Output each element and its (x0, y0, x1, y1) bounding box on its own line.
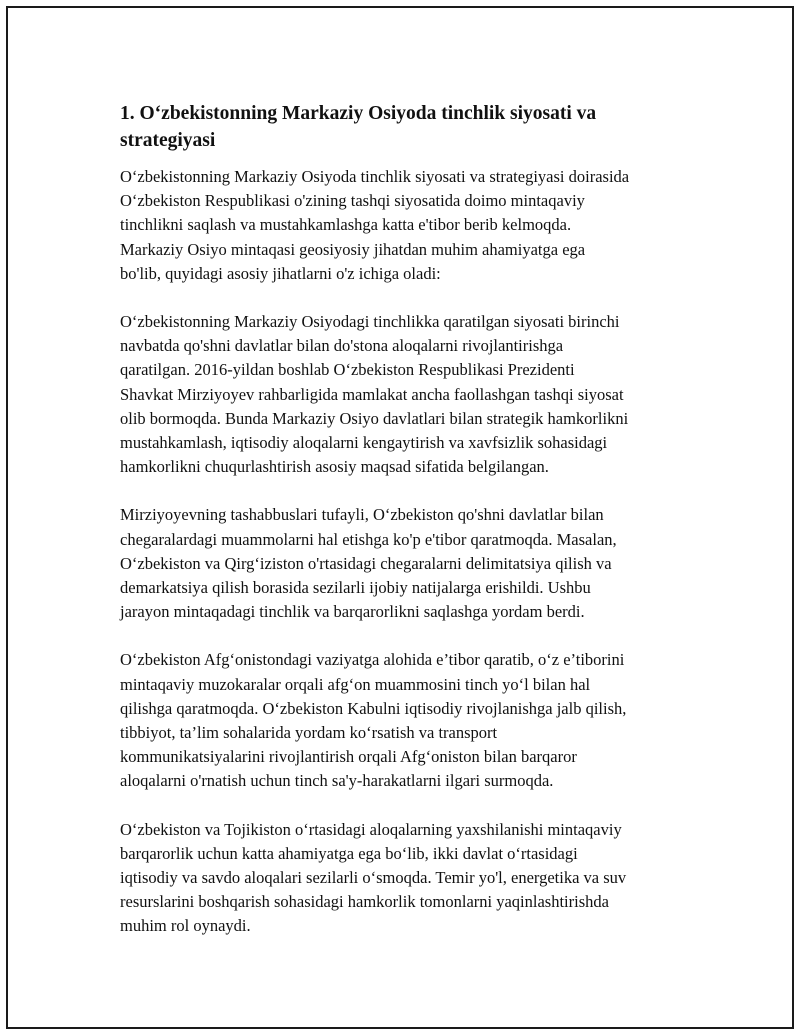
text-line: tibbiyot, ta’lim sohalarida yordam ko‘rsatish va transport (120, 723, 498, 743)
text-line: hamkorlikni chuqurlashtirish asosiy maqsad sifatida belgilangan. (120, 457, 549, 477)
text-line: demarkatsiya qilish borasida sezilarli ijobiy natijalarga erishildi. Ushbu (120, 578, 591, 598)
text-line: O‘zbekiston Afg‘onistondagi vaziyatga alohida e’tibor qaratib, o‘z e’tiborini (120, 650, 625, 670)
document-body (120, 100, 720, 963)
paragraph-3 (120, 503, 720, 624)
heading-line: strategiyasi (120, 130, 216, 151)
text-line: qaratilgan. 2016-yildan boshlab O‘zbekiston Respublikasi Prezidenti (120, 360, 575, 380)
page-frame (6, 6, 794, 1029)
heading-line: 1. O‘zbekistonning Markaziy Osiyoda tinchlik siyosati va (120, 103, 597, 124)
text-line: Mirziyoyevning tashabbuslari tufayli, O‘zbekiston qo'shni davlatlar bilan (120, 505, 604, 525)
text-line: O‘zbekiston va Tojikiston o‘rtasidagi aloqalarning yaxshilanishi mintaqaviy (120, 819, 622, 839)
text-line: qilishga qaratmoqda. O‘zbekiston Kabulni iqtisodiy rivojlanishga jalb qilish, (120, 698, 627, 718)
text-line: barqarorlik uchun katta ahamiyatga ega bo‘lib, ikki davlat o‘rtasidagi (120, 843, 578, 863)
text-line: Markaziy Osiyo mintaqasi geosiyosiy jihatdan muhim ahamiyatga ega (120, 239, 586, 259)
text-line: mustahkamlash, iqtisodiy aloqalarni kengaytirish va xavfsizlik sohasidagi (120, 433, 608, 453)
text-line: O‘zbekiston Respublikasi o'zining tashqi siyosatida doimo mintaqaviy (120, 191, 585, 211)
text-line: iqtisodiy va savdo aloqalari sezilarli o‘smoqda. Temir yo'l, energetika va suv (120, 868, 627, 888)
paragraph-4 (120, 648, 720, 793)
text-line: O‘zbekiston va Qirg‘iziston o'rtasidagi chegaralarni delimitatsiya qilish va (120, 553, 612, 573)
text-line: tinchlikni saqlash va mustahkamlashga katta e'tibor berib kelmoqda. (120, 215, 572, 235)
text-line: kommunikatsiyalarini rivojlantirish orqali Afg‘oniston bilan barqaror (120, 747, 577, 767)
text-line: jarayon mintaqadagi tinchlik va barqarorlikni saqlashga yordam berdi. (120, 602, 585, 622)
text-line: aloqalarni o'rnatish uchun tinch sa'y-harakatlarni ilgari surmoqda. (120, 771, 554, 791)
text-line: bo'lib, quyidagi asosiy jihatlarni o'z ichiga oladi: (120, 263, 441, 283)
paragraph-2 (120, 310, 720, 479)
text-line: O‘zbekistonning Markaziy Osiyoda tinchlik siyosati va strategiyasi doirasida (120, 167, 630, 186)
text-line: Shavkat Mirziyoyev rahbarligida mamlakat ancha faollashgan tashqi siyosat (120, 384, 624, 404)
section-heading (120, 100, 720, 154)
text-line: chegaralardagi muammolarni hal etishga ko'p e'tibor qaratmoqda. Masalan, (120, 529, 617, 549)
paragraph-1 (120, 165, 720, 286)
text-line: olib bormoqda. Bunda Markaziy Osiyo davlatlari bilan strategik hamkorlikni (120, 408, 629, 428)
text-line: muhim rol oynaydi. (120, 916, 251, 936)
text-line: resurslarini boshqarish sohasidagi hamkorlik tomonlarni yaqinlashtirishda (120, 892, 609, 912)
paragraph-5 (120, 818, 720, 939)
text-line: navbatda qo'shni davlatlar bilan do'stona aloqalarni rivojlantirishga (120, 336, 564, 356)
text-line: mintaqaviy muzokaralar orqali afg‘on muammosini tinch yo‘l bilan hal (120, 674, 591, 694)
text-line: O‘zbekistonning Markaziy Osiyodagi tinchlikka qaratilgan siyosati birinchi (120, 312, 620, 332)
